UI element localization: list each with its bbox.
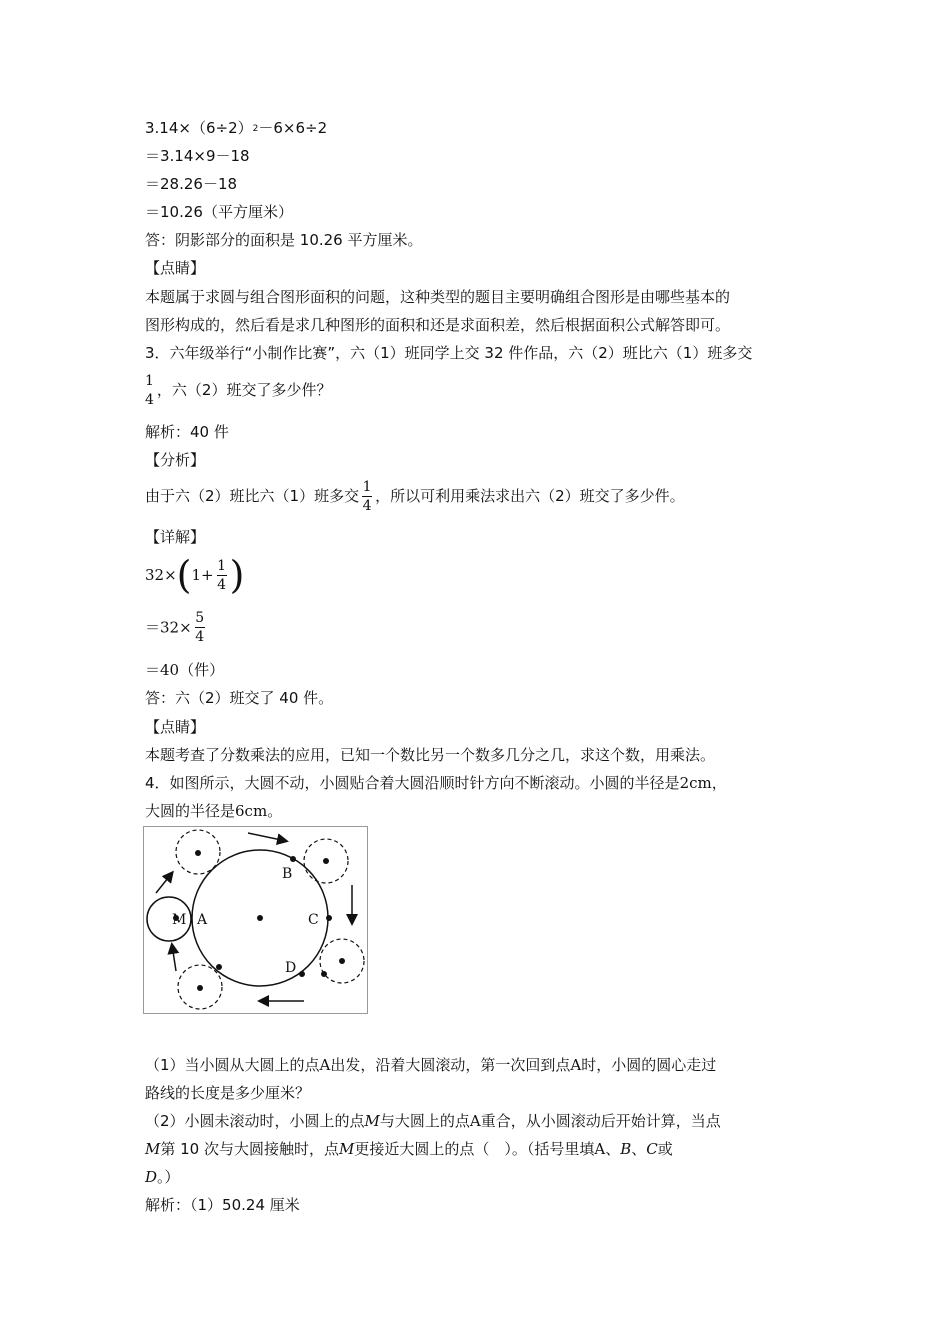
section-fenxi: 【分析】 <box>145 451 206 469</box>
q4-sub2-line1: （2）小圆未滚动时，小圆上的点M与大圆上的点A重合，从小圆滚动后开始计算，当点 <box>145 1112 721 1130</box>
detail-calc-1: 32×(1+ $\frac{1}{4}$ ) <box>145 553 245 597</box>
label-a: A <box>197 912 208 928</box>
dot <box>197 985 203 991</box>
label-c: C <box>308 912 319 928</box>
arrow <box>172 945 176 971</box>
rolling-circles-figure <box>143 826 368 1014</box>
dianjing-text-1: 本题属于求圆与组合图形面积的问题，这种类型的题目主要明确组合图形是由哪些基本的 <box>145 288 731 306</box>
fraction: $\frac{5}{4}$ <box>195 610 205 645</box>
dianjing-text-2: 图形构成的，然后看是求几种图形的面积和还是求面积差，然后根据面积公式解答即可。 <box>145 316 731 334</box>
section-dianjing: 【点睛】 <box>145 718 206 736</box>
q4-stem-1: 4．如图所示，大圆不动，小圆贴合着大圆沿顺时针方向不断滚动。小圆的半径是2cm， <box>145 774 727 792</box>
q4-stem-2: 大圆的半径是6cm。 <box>145 802 283 820</box>
fraction: $\frac{1}{4}$ <box>362 479 372 514</box>
section-xiangjie: 【详解】 <box>145 528 206 546</box>
label-b: B <box>282 866 293 882</box>
point-c <box>326 915 332 921</box>
calc-line-4: ＝10.26（平方厘米） <box>145 203 293 221</box>
q3-stem-2: 1 4 ，六（2）班交了多少件？ <box>145 373 332 408</box>
dot <box>323 858 329 864</box>
fraction: $\frac{1}{4}$ <box>217 557 227 593</box>
big-circle-center <box>257 915 263 921</box>
q3-stem-1: 3．六年级举行“小制作比赛”，六（1）班同学上交 32 件作品，六（2）班比六（1）班多交 <box>145 344 753 362</box>
point-b <box>290 856 296 862</box>
fenxi-text: 由于六（2）班比六（1）班多交 $\frac{1}{4}$ ，所以可利用乘法求出六（2）班交了多少件。 <box>145 479 685 514</box>
q4-sub1-line2: 路线的长度是多少厘米？ <box>145 1084 311 1102</box>
dot <box>339 958 345 964</box>
q4-jiexi: 解析：（1）50.24 厘米 <box>145 1196 300 1214</box>
answer-q2: 答：阴影部分的面积是 10.26 平方厘米。 <box>145 231 423 249</box>
exponent: 2 <box>252 124 259 134</box>
dianjing-text: 本题考查了分数乘法的应用，已知一个数比另一个数多几分之几，求这个数，用乘法。 <box>145 746 716 764</box>
q4-sub2-line3: D。） <box>145 1168 180 1186</box>
detail-calc-3: ＝40（件） <box>145 661 225 679</box>
dot <box>195 850 201 856</box>
calc-line-3: ＝28.26－18 <box>145 175 238 193</box>
figure-svg <box>144 827 367 1013</box>
detail-calc-2: ＝32× $\frac{5}{4}$ <box>145 610 205 645</box>
answer-q3: 答：六（2）班交了 40 件。 <box>145 689 334 707</box>
label-m: M <box>172 912 187 928</box>
point-d <box>299 971 305 977</box>
q3-jiexi: 解析：40 件 <box>145 423 229 441</box>
calc-line-1: $3.14\times(6\div 2)^2-6\times 6\div 2$ <box>145 119 328 137</box>
q4-sub1-line1: （1）当小圆从大圆上的点A出发，沿着大圆滚动，第一次回到点A时，小圆的圆心走过 <box>145 1056 717 1074</box>
section-dianjing: 【点睛】 <box>145 259 206 277</box>
arrow <box>156 873 172 893</box>
arrow <box>248 833 286 841</box>
q4-sub2-line2: M第 10 次与大圆接触时，点M更接近大圆上的点（ ）。（括号里填A、B、C或 <box>145 1140 673 1158</box>
calc-line-2: ＝3.14×9－18 <box>145 147 250 165</box>
dot <box>321 971 327 977</box>
fraction: 1 4 <box>145 373 154 408</box>
label-d: D <box>285 960 297 976</box>
dot <box>216 964 222 970</box>
